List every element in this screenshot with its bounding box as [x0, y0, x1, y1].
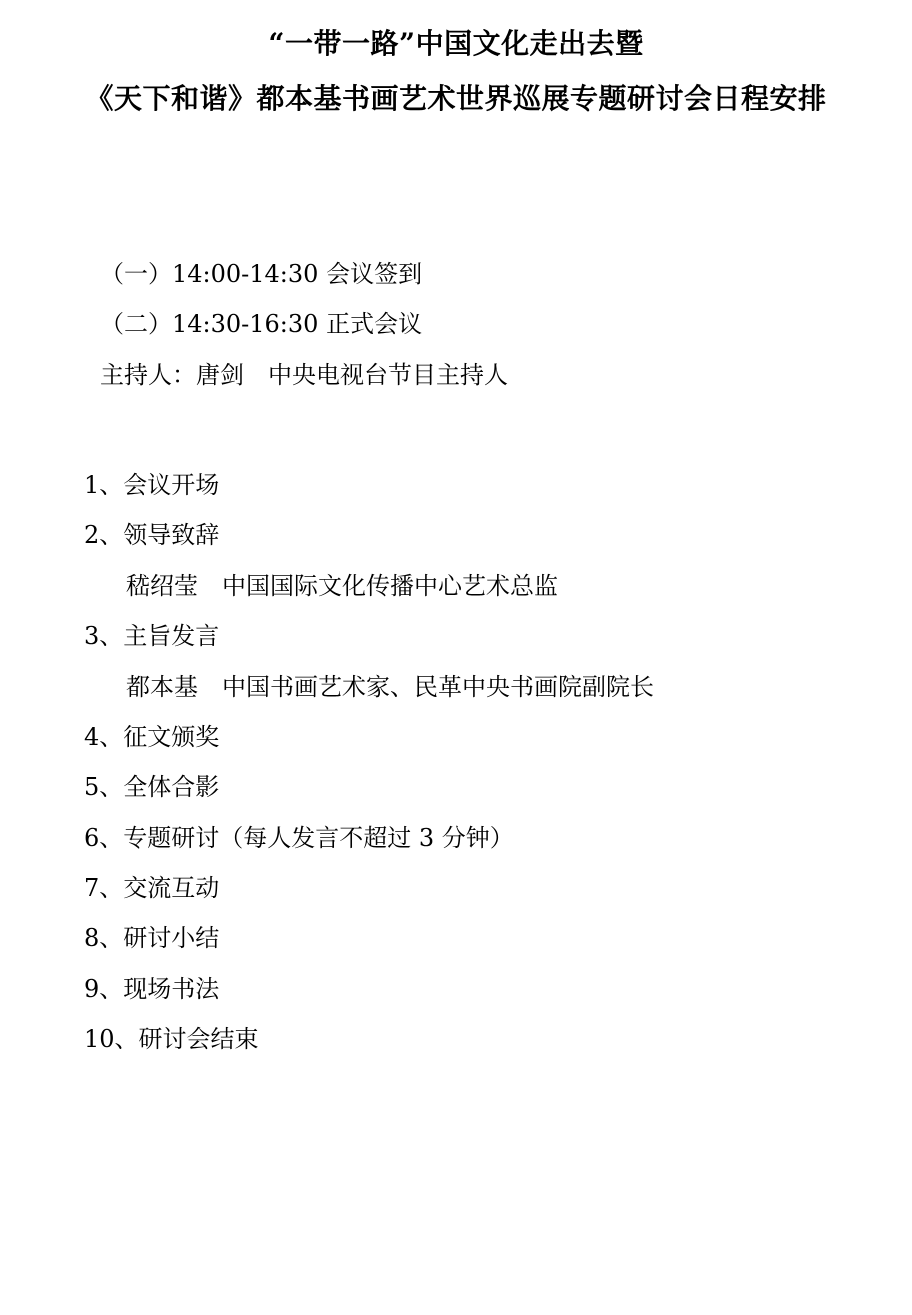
- agenda-item: 6、专题研讨（每人发言不超过 3 分钟）: [84, 823, 514, 852]
- agenda-item-detail: 嵇绍莹 中国国际文化传播中心艺术总监: [126, 571, 558, 600]
- section-spacer: [40, 400, 872, 460]
- agenda-item: 10、研讨会结束: [84, 1025, 259, 1054]
- document-title: [40, 22, 872, 121]
- agenda-item: 2、领导致辞: [84, 521, 220, 550]
- agenda-list: [84, 460, 872, 1065]
- session-list: [100, 249, 872, 400]
- session-line-1: （一）14:00-14:30 会议签到: [100, 259, 423, 288]
- agenda-item: 1、会议开场: [84, 470, 220, 499]
- title-line-2: 《天下和谐》都本基书画艺术世界巡展专题研讨会日程安排: [85, 82, 827, 116]
- title-line-1: “一带一路”中国文化走出去暨: [268, 27, 644, 60]
- agenda-item: 3、主旨发言: [84, 622, 220, 651]
- session-host-line: 主持人：唐剑 中央电视台节目主持人: [100, 360, 508, 389]
- agenda-item: 5、全体合影: [84, 773, 220, 802]
- agenda-item: 9、现场书法: [84, 974, 220, 1003]
- agenda-item: 7、交流互动: [84, 874, 220, 903]
- title-spacer: [40, 121, 872, 249]
- agenda-item: 4、征文颁奖: [84, 722, 220, 751]
- session-line-2: （二）14:30-16:30 正式会议: [100, 310, 423, 339]
- agenda-item: 8、研讨小结: [84, 924, 220, 953]
- agenda-item-detail: 都本基 中国书画艺术家、民革中央书画院副院长: [126, 672, 654, 701]
